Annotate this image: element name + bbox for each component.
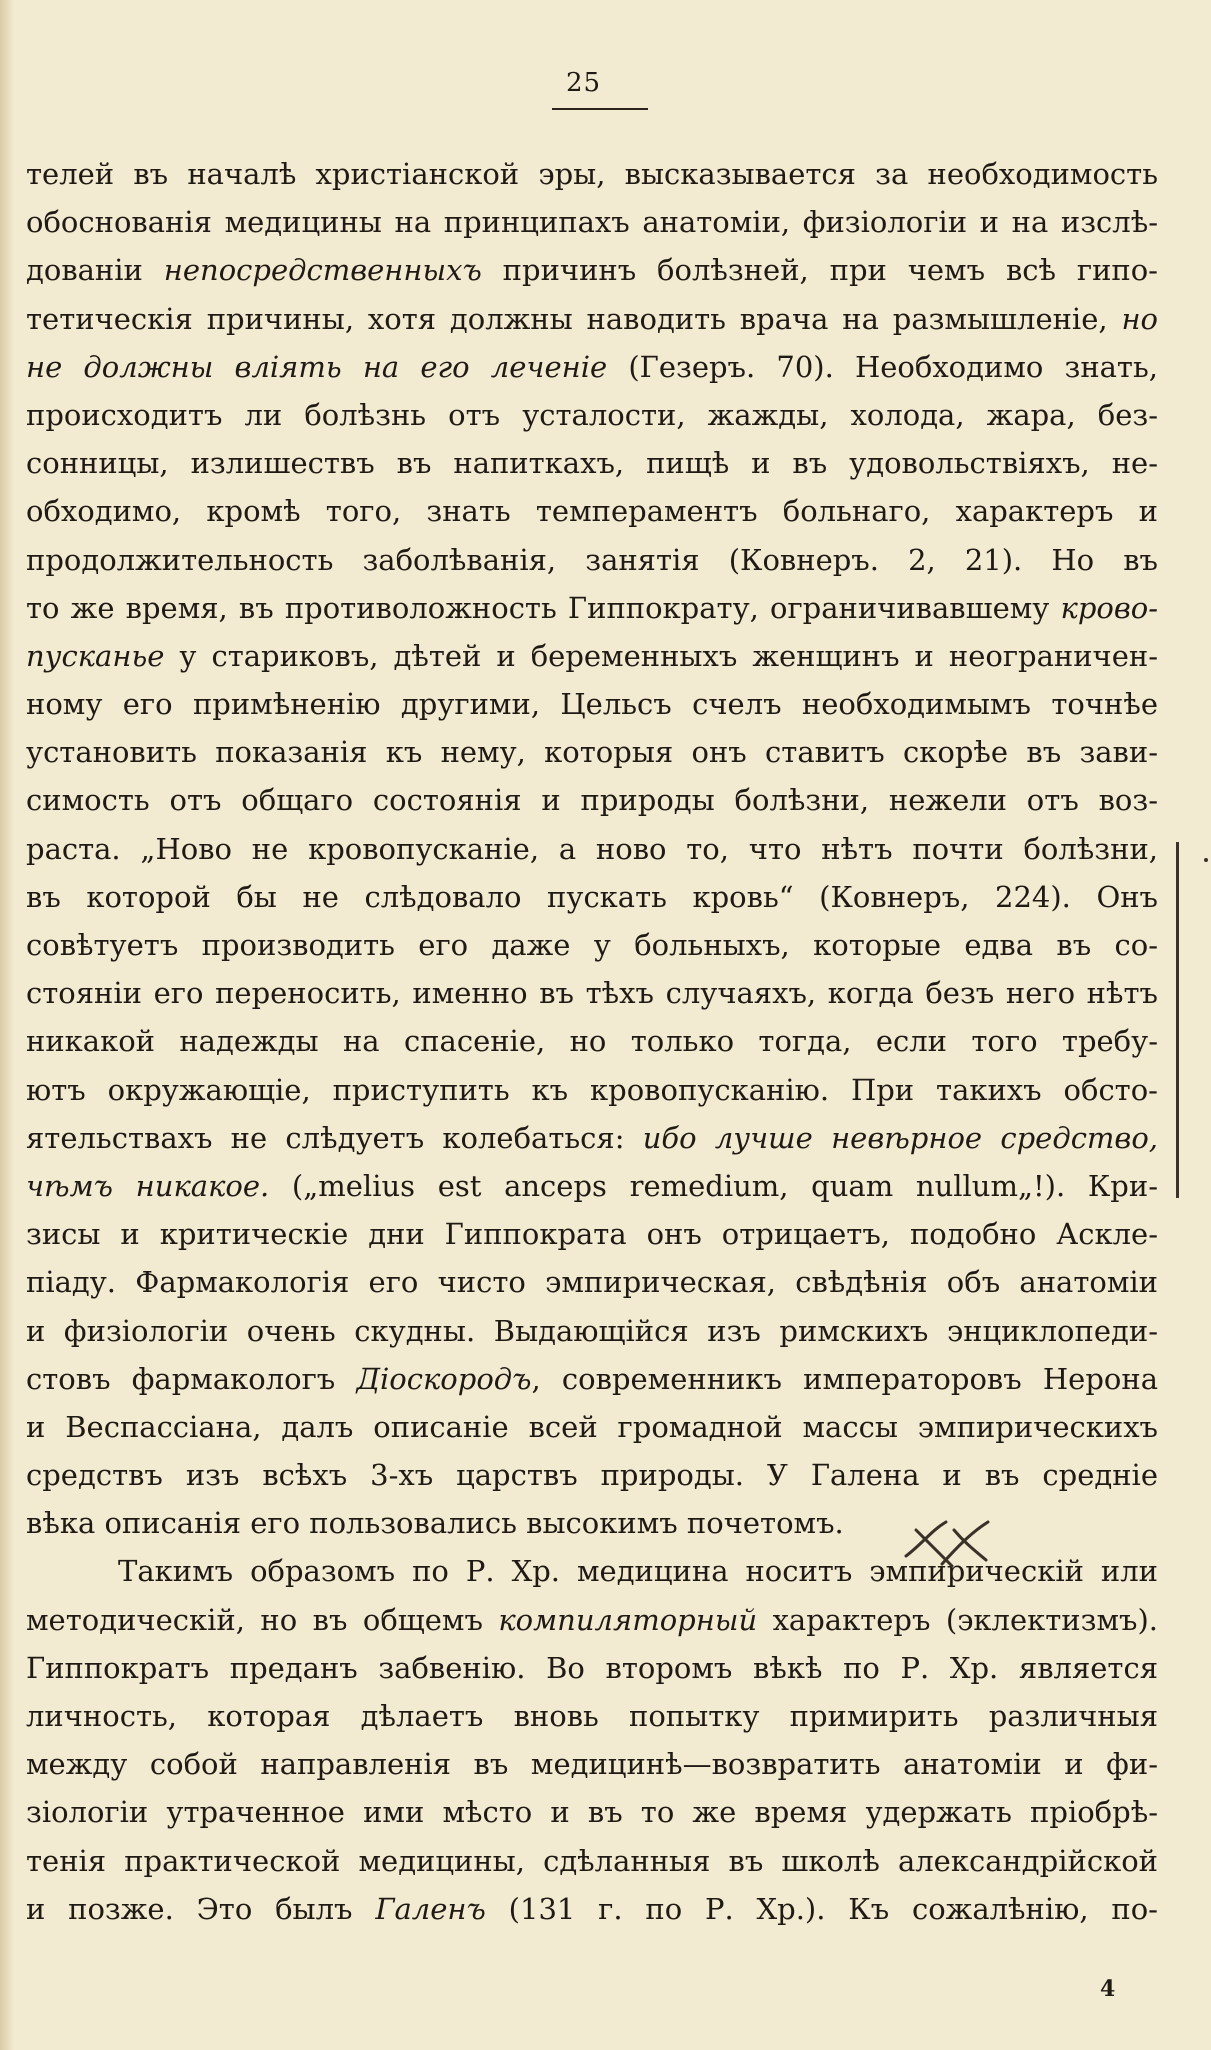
- italic-text: не должны влiять на его леченiе: [26, 349, 608, 384]
- text-run: зіологіи утраченное ими мѣсто и въ то же время удержать пріобрѣ-: [26, 1795, 1158, 1830]
- text-run: въ которой бы не слѣдовало пускать кровь“ (Ковнеръ, 224). Онъ: [26, 879, 1158, 914]
- text-line: [26, 343, 1158, 391]
- text-run: , современникъ императоровъ Нерона: [531, 1361, 1158, 1396]
- italic-text: пусканье: [26, 638, 165, 673]
- text-run: личность, которая дѣлаетъ вновь попытку примирить различныя: [26, 1699, 1158, 1733]
- text-line: [26, 1258, 1158, 1306]
- signature-mark: 4: [1100, 1976, 1116, 2002]
- body-text: [26, 150, 1158, 1933]
- text-run: раста. „Ново не кровопусканіе, а ново то, что нѣтъ почти болѣзни,: [26, 831, 1158, 866]
- text-line: [26, 1644, 1158, 1692]
- text-run: (131 г. по Р. Хр.). Къ сожалѣнію, по-: [485, 1891, 1158, 1926]
- margin-pencil-dot: [1204, 858, 1208, 862]
- text-line: [26, 1114, 1158, 1162]
- text-run: происходитъ ли болѣзнь отъ усталости, жажды, холода, жара, без-: [26, 397, 1158, 432]
- text-run: ному его примѣненію другими, Цельсъ счелъ необходимымъ точнѣе: [26, 687, 1158, 722]
- italic-text: ибо лучше невѣрное средство,: [642, 1120, 1158, 1155]
- text-run: Такимъ образомъ по Р. Хр. медицина носитъ эмпирическій или: [118, 1554, 1158, 1589]
- text-line: [26, 1596, 1158, 1644]
- text-run: Гиппократъ преданъ забвенію. Во второмъ вѣкѣ по Р. Хр. является: [26, 1650, 1158, 1685]
- text-run: (Гезеръ. 70). Необходимо знать,: [607, 349, 1158, 384]
- text-line: [26, 536, 1158, 584]
- text-run: и физіологіи очень скудны. Выдающійся изъ римскихъ энциклопеди-: [26, 1313, 1158, 1348]
- text-line: [26, 439, 1158, 487]
- text-run: дованіи: [26, 253, 164, 288]
- text-run: причинъ болѣзней, при чемъ всѣ гипо-: [481, 253, 1158, 288]
- text-run: телей въ началѣ христіанской эры, высказывается за необходимость: [26, 157, 1158, 191]
- text-line: [26, 728, 1158, 776]
- text-run: между собой направленія въ медицинѣ—возвратить анатоміи и фи-: [26, 1747, 1158, 1782]
- text-line: [26, 776, 1158, 824]
- text-run: установить показанія къ нему, которыя онъ ставитъ скорѣе въ зави-: [26, 735, 1158, 770]
- text-run: вѣка описанія его пользовались высокимъ почетомъ.: [26, 1506, 844, 1541]
- text-line: [26, 246, 1158, 294]
- text-line: [26, 487, 1158, 535]
- text-line: [26, 1788, 1158, 1836]
- text-run: („melius est anceps remedium, quam nullum„!). Кри-: [269, 1168, 1158, 1203]
- text-run: тетическія причины, хотя должны наводить врача на размышленіе,: [26, 301, 1122, 336]
- text-run: средствъ изъ всѣхъ 3-хъ царствъ природы. У Галена и въ средніе: [26, 1458, 1158, 1493]
- text-line: [26, 1740, 1158, 1788]
- text-run: то же время, въ противоложность Гиппократу, ограничивавшему: [26, 590, 1061, 625]
- text-run: и позже. Это былъ: [26, 1891, 376, 1926]
- text-line: [26, 1066, 1158, 1114]
- italic-text: непосредственныхъ: [163, 253, 482, 288]
- text-run: сонницы, излишествъ въ напиткахъ, пищѣ и въ удовольствіяхъ, не-: [26, 446, 1158, 481]
- text-line: [26, 1307, 1158, 1355]
- italic-text: чѣмъ никакое.: [26, 1168, 270, 1203]
- text-line: [26, 150, 1158, 198]
- text-line: [26, 1017, 1158, 1065]
- text-run: характеръ (эклектизмъ).: [757, 1602, 1158, 1637]
- text-line: [26, 825, 1158, 873]
- text-line: [26, 1210, 1158, 1258]
- italic-text: компиляторный: [498, 1602, 758, 1637]
- text-run: совѣтуетъ производить его даже у больныхъ, которые едва въ со-: [26, 928, 1158, 962]
- text-line: [26, 1451, 1158, 1499]
- text-run: продолжительность заболѣванія, занятія (Ковнеръ. 2, 21). Но въ: [26, 542, 1158, 577]
- italic-text: Діоскородъ: [356, 1361, 532, 1396]
- text-run: обходимо, кромѣ того, знать темпераментъ больнаго, характеръ и: [26, 494, 1158, 529]
- italic-text: крово-: [1060, 590, 1158, 625]
- text-run: стояніи его переносить, именно въ тѣхъ случаяхъ, когда безъ него нѣтъ: [26, 976, 1158, 1011]
- text-line: [26, 391, 1158, 439]
- text-line: [26, 921, 1158, 969]
- text-line: [26, 198, 1158, 246]
- text-line: [26, 1692, 1158, 1740]
- header-rule: [552, 108, 648, 110]
- text-run: тенія практической медицины, сдѣланныя въ школѣ александрійской: [26, 1843, 1158, 1878]
- text-line: [26, 1837, 1158, 1885]
- italic-text: Галенъ: [375, 1891, 486, 1926]
- text-line: [26, 1355, 1158, 1403]
- text-line: [26, 873, 1158, 921]
- text-run: методическій, но въ общемъ: [26, 1602, 499, 1637]
- text-run: у стариковъ, дѣтей и беременныхъ женщинъ и неограничен-: [164, 638, 1158, 673]
- text-line: [26, 632, 1158, 680]
- text-run: обоснованія медицины на принципахъ анатоміи, физіологіи и на изслѣ-: [26, 205, 1158, 240]
- text-run: зисы и критическіе дни Гиппократа онъ отрицаетъ, подобно Асклe-: [26, 1217, 1158, 1252]
- page-number: 25: [566, 68, 602, 98]
- text-line: [26, 969, 1158, 1017]
- text-line: [26, 680, 1158, 728]
- text-line: [26, 1403, 1158, 1451]
- text-line: [26, 1885, 1158, 1933]
- text-run: никакой надежды на спасеніе, но только тогда, если того требу-: [26, 1024, 1158, 1059]
- text-run: стовъ фармакологъ: [26, 1361, 357, 1396]
- text-line: [26, 295, 1158, 343]
- page-edge-shadow: [0, 0, 14, 2050]
- margin-pencil-line: [1176, 842, 1179, 1198]
- text-line: [26, 1162, 1158, 1210]
- text-run: піаду. Фармакологія его чисто эмпирическая, свѣдѣнія объ анатоміи: [26, 1265, 1158, 1300]
- text-run: и Веспассіана, далъ описаніе всей громадной массы эмпирическихъ: [26, 1409, 1158, 1444]
- text-run: ятельствахъ не слѣдуетъ колебаться:: [26, 1120, 643, 1155]
- text-run: симость отъ общаго состоянія и природы болѣзни, нежели отъ воз-: [26, 783, 1158, 818]
- text-run: ютъ окружающіе, приступить къ кровопусканію. При такихъ обсто-: [26, 1072, 1158, 1107]
- text-line: [26, 584, 1158, 632]
- pencil-cross-mark: [902, 1516, 992, 1570]
- italic-text: но: [1121, 301, 1158, 336]
